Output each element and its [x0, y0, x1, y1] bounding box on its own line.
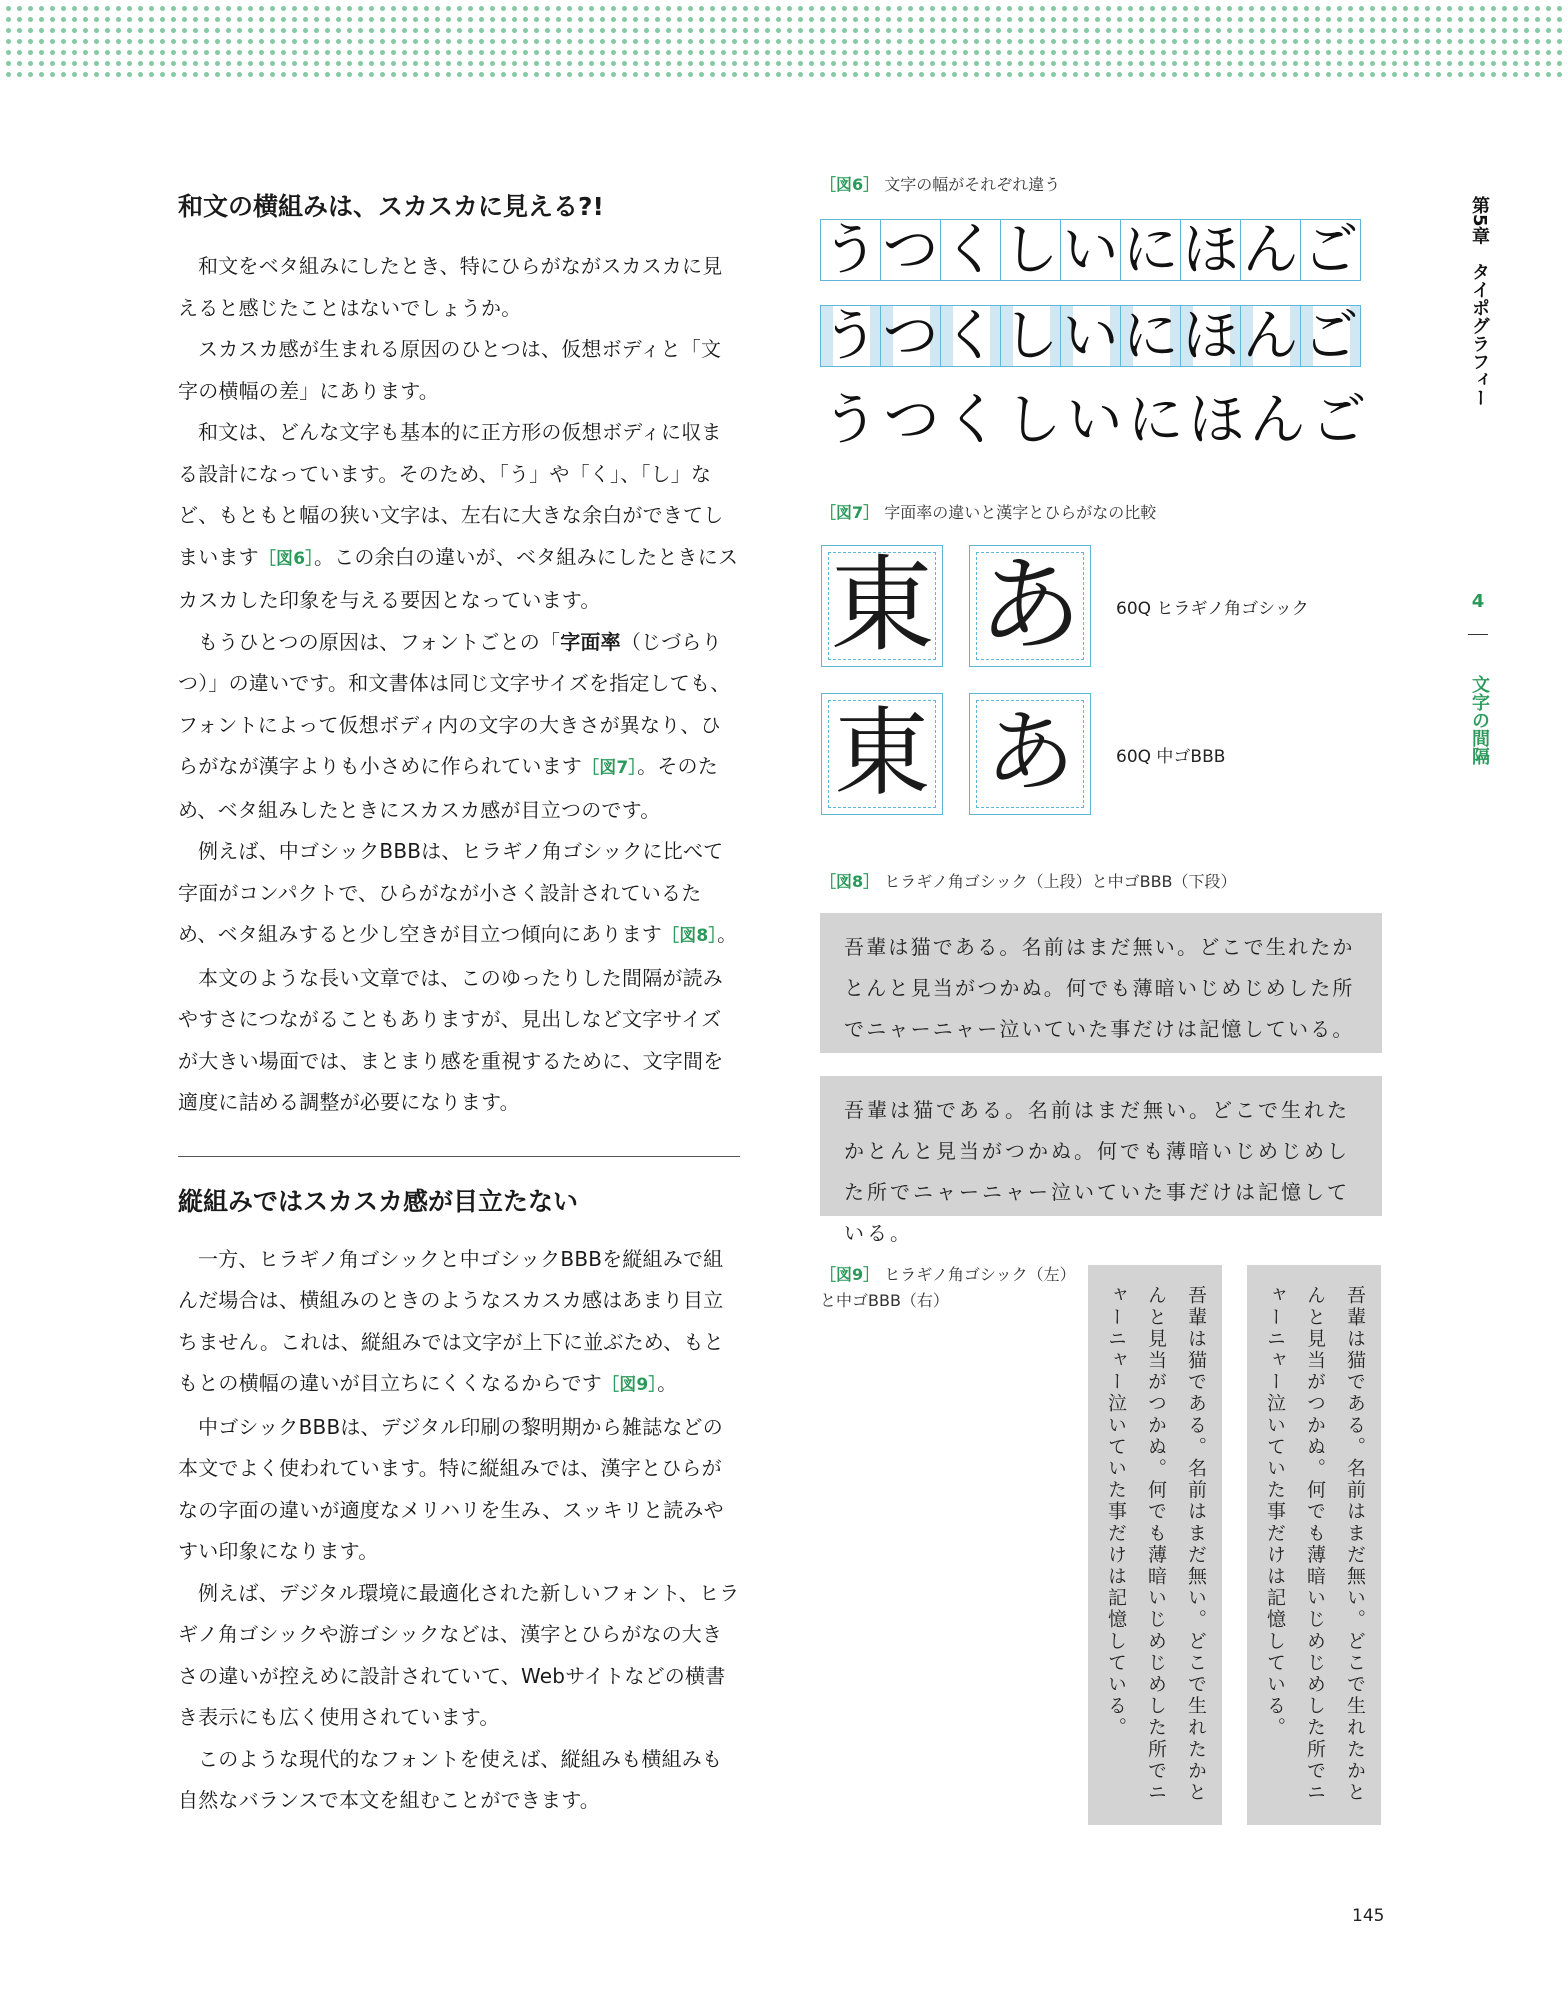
caption-text: 字面率の違いと漢字とひらがなの比較	[884, 503, 1157, 522]
dotted-header-band	[0, 0, 1568, 78]
sample-text-box-hiragino: 吾輩は猫である。名前はまだ無い。どこで生れたかとんと見当がつかぬ。何でも薄暗いじめじめした所でニャーニャー泣いていた事だけは記憶している。	[820, 913, 1382, 1053]
section-title: 文字の間隔	[1469, 675, 1490, 765]
caption-text: 文字の幅がそれぞれ違う	[884, 175, 1061, 194]
text: 一方、ヒラギノ角ゴシックと中ゴシックBBBを縦組みで組んだ場合は、横組みのときのようなスカスカ感はあまり目立ちません。これは、縦組みでは文字が上下に並ぶため、もともとの横幅の違いが目立ちにくくなるからです	[178, 1246, 724, 1395]
sidebar-dash	[1468, 634, 1488, 635]
kana-cell: う	[820, 305, 881, 367]
kana-cell: ご	[1300, 219, 1361, 281]
text: 。	[657, 1371, 678, 1395]
kana-cell: に	[1127, 388, 1184, 453]
sample-text-box-nakagothic: 吾輩は猫である。名前はまだ無い。どこで生れたかとんと見当がつかぬ。何でも薄暗いじめじめした所でニャーニャー泣いていた事だけは記憶している。	[820, 1076, 1382, 1216]
kana-cell: う	[822, 388, 879, 453]
vertical-sample-box-nakagothic	[1247, 1265, 1381, 1825]
kana-cell: く	[940, 219, 1001, 281]
kana-cell: に	[1120, 219, 1181, 281]
kana-cell: し	[1000, 219, 1061, 281]
text: 和文は、どんな文字も基本的に正方形の仮想ボディに収まる設計になっています。そのため、「う」や「く」、「し」など、もともと幅の狭い文字は、左右に大きな余白ができてしまいます	[178, 420, 724, 569]
vertical-sample-box-hiragino	[1088, 1265, 1222, 1825]
chapter-title: 第5章 タイポグラフィー	[1469, 195, 1490, 407]
kana-cell: ほ	[1180, 219, 1241, 281]
section-heading-2: 縦組みではスカスカ感が目立たない	[178, 1186, 579, 1216]
kana-cell: い	[1066, 388, 1123, 453]
kana-cell: つ	[880, 305, 941, 367]
paragraph: 例えば、デジタル環境に最適化された新しいフォント、ヒラギノ角ゴシックや游ゴシックなどは、漢字とひらがなの大きさの違いが控えめに設計されていて、Webサイトなどの横書き表示にも広く使用されています。	[178, 1580, 740, 1729]
figure-6-caption	[820, 172, 1060, 195]
kana-cell: く	[944, 388, 1001, 453]
figure-reference: ［図7］	[582, 758, 638, 778]
kana-cell: い	[1060, 219, 1121, 281]
figure-reference: ［図9］	[602, 1375, 658, 1395]
figure-6-row-sidebearing	[820, 305, 1360, 367]
figure-9-caption	[820, 1262, 1076, 1314]
kana-cell: い	[1060, 305, 1121, 367]
kanji-sample-box: 東	[821, 545, 943, 667]
figure-6-row-grid	[820, 219, 1360, 281]
figure-label: ［図7］	[820, 503, 880, 522]
kana-cell: ん	[1240, 305, 1301, 367]
kana-sample-box: あ	[969, 693, 1091, 815]
kana-cell: う	[820, 219, 881, 281]
paragraph	[178, 831, 740, 958]
section-number: 4	[1471, 591, 1485, 612]
paragraph	[178, 622, 740, 832]
section-heading-1: 和文の横組みは、スカスカに見える?!	[178, 192, 604, 221]
paragraph	[178, 412, 740, 622]
page-number: 145	[1352, 1906, 1385, 1926]
vertical-sample-text: 吾輩は猫である。名前はまだ無い。どこで生れたかとんと見当がつかぬ。何でも薄暗いじめじめした所でニャーニャー泣いていた事だけは記憶している。	[1264, 1285, 1366, 1804]
paragraph	[178, 1239, 740, 1407]
paragraph: 和文をベタ組みにしたとき、特にひらがながスカスカに見えると感じたことはないでしょうか。	[178, 254, 723, 320]
section-divider	[178, 1156, 740, 1157]
kana-sample-box: あ	[969, 545, 1091, 667]
figure-reference: ［図8］	[662, 926, 718, 946]
paragraph: このような現代的なフォントを使えば、縦組みも横組みも自然なバランスで本文を組むことができます。	[178, 1746, 723, 1812]
paragraph: スカスカ感が生まれる原因のひとつは、仮想ボディと「文字の横幅の差」にあります。	[178, 337, 722, 403]
text: 。	[717, 922, 738, 946]
kana-cell: ん	[1249, 388, 1306, 453]
caption-text: と中ゴBBB（右）	[820, 1291, 949, 1310]
text: 。そのため、ベタ組みしたときにスカスカ感が目立つのです。	[178, 754, 718, 822]
figure-reference: ［図6］	[258, 548, 314, 569]
vertical-sample-text: 吾輩は猫である。名前はまだ無い。どこで生れたかとんと見当がつかぬ。何でも薄暗いじめじめした所でニャーニャー泣いていた事だけは記憶している。	[1105, 1285, 1207, 1804]
figure-label: ［図8］	[820, 872, 880, 891]
kana-cell: ほ	[1188, 388, 1245, 453]
kana-cell: つ	[883, 388, 940, 453]
figure-6-row-plain	[820, 390, 1369, 452]
kana-cell: つ	[880, 219, 941, 281]
figure-label: ［図9］	[820, 1265, 880, 1284]
body-column	[178, 186, 740, 1822]
text: （じづらりつ）」の違いです。和文書体は同じ文字サイズを指定しても、フォントによって仮想ボディ内の文字の大きさが異なり、ひらがなが漢字よりも小さめに作られています	[178, 629, 731, 778]
figure-7-caption	[820, 500, 1156, 523]
kana-cell: く	[940, 305, 1001, 367]
kanji-sample-box: 東	[821, 693, 943, 815]
caption-text: ヒラギノ角ゴシック（上段）と中ゴBBB（下段）	[884, 872, 1237, 891]
text: 。この余白の違いが、ベタ組みにしたときにスカスカした印象を与える要因となっています。	[178, 544, 739, 612]
figure-label: ［図6］	[820, 175, 880, 194]
kana-cell: ほ	[1180, 305, 1241, 367]
paragraph: 本文のような長い文章では、このゆったりした間隔が読みやすさにつながることもありますが、見出しなど文字サイズが大きい場面では、まとまり感を重視するために、文字間を適度に詰める調整が必要になります。	[178, 965, 724, 1114]
text: もうひとつの原因は、フォントごとの「	[198, 629, 561, 654]
kana-cell: ご	[1300, 305, 1361, 367]
kana-cell: ん	[1240, 219, 1301, 281]
font-label-nakagothic: 60Q 中ゴBBB	[1116, 747, 1226, 767]
emphasis: 字面率	[560, 629, 621, 654]
caption-text: ヒラギノ角ゴシック（左）	[884, 1265, 1076, 1284]
paragraph: 中ゴシックBBBは、デジタル印刷の黎明期から雑誌などの本文でよく使われています。特に縦組みでは、漢字とひらがなの字面の違いが適度なメリハリを生み、スッキリと読みやすい印象になります。	[178, 1414, 724, 1563]
kana-cell: し	[1000, 305, 1061, 367]
font-label-hiragino: 60Q ヒラギノ角ゴシック	[1116, 599, 1309, 619]
figure-8-caption	[820, 869, 1237, 892]
kana-cell: に	[1120, 305, 1181, 367]
kana-cell: し	[1005, 388, 1062, 453]
text: 例えば、中ゴシックBBBは、ヒラギノ角ゴシックに比べて字面がコンパクトで、ひらがなが小さく設計されているため、ベタ組みすると少し空きが目立つ傾向にあります	[178, 839, 724, 946]
kana-cell: ご	[1310, 388, 1367, 453]
